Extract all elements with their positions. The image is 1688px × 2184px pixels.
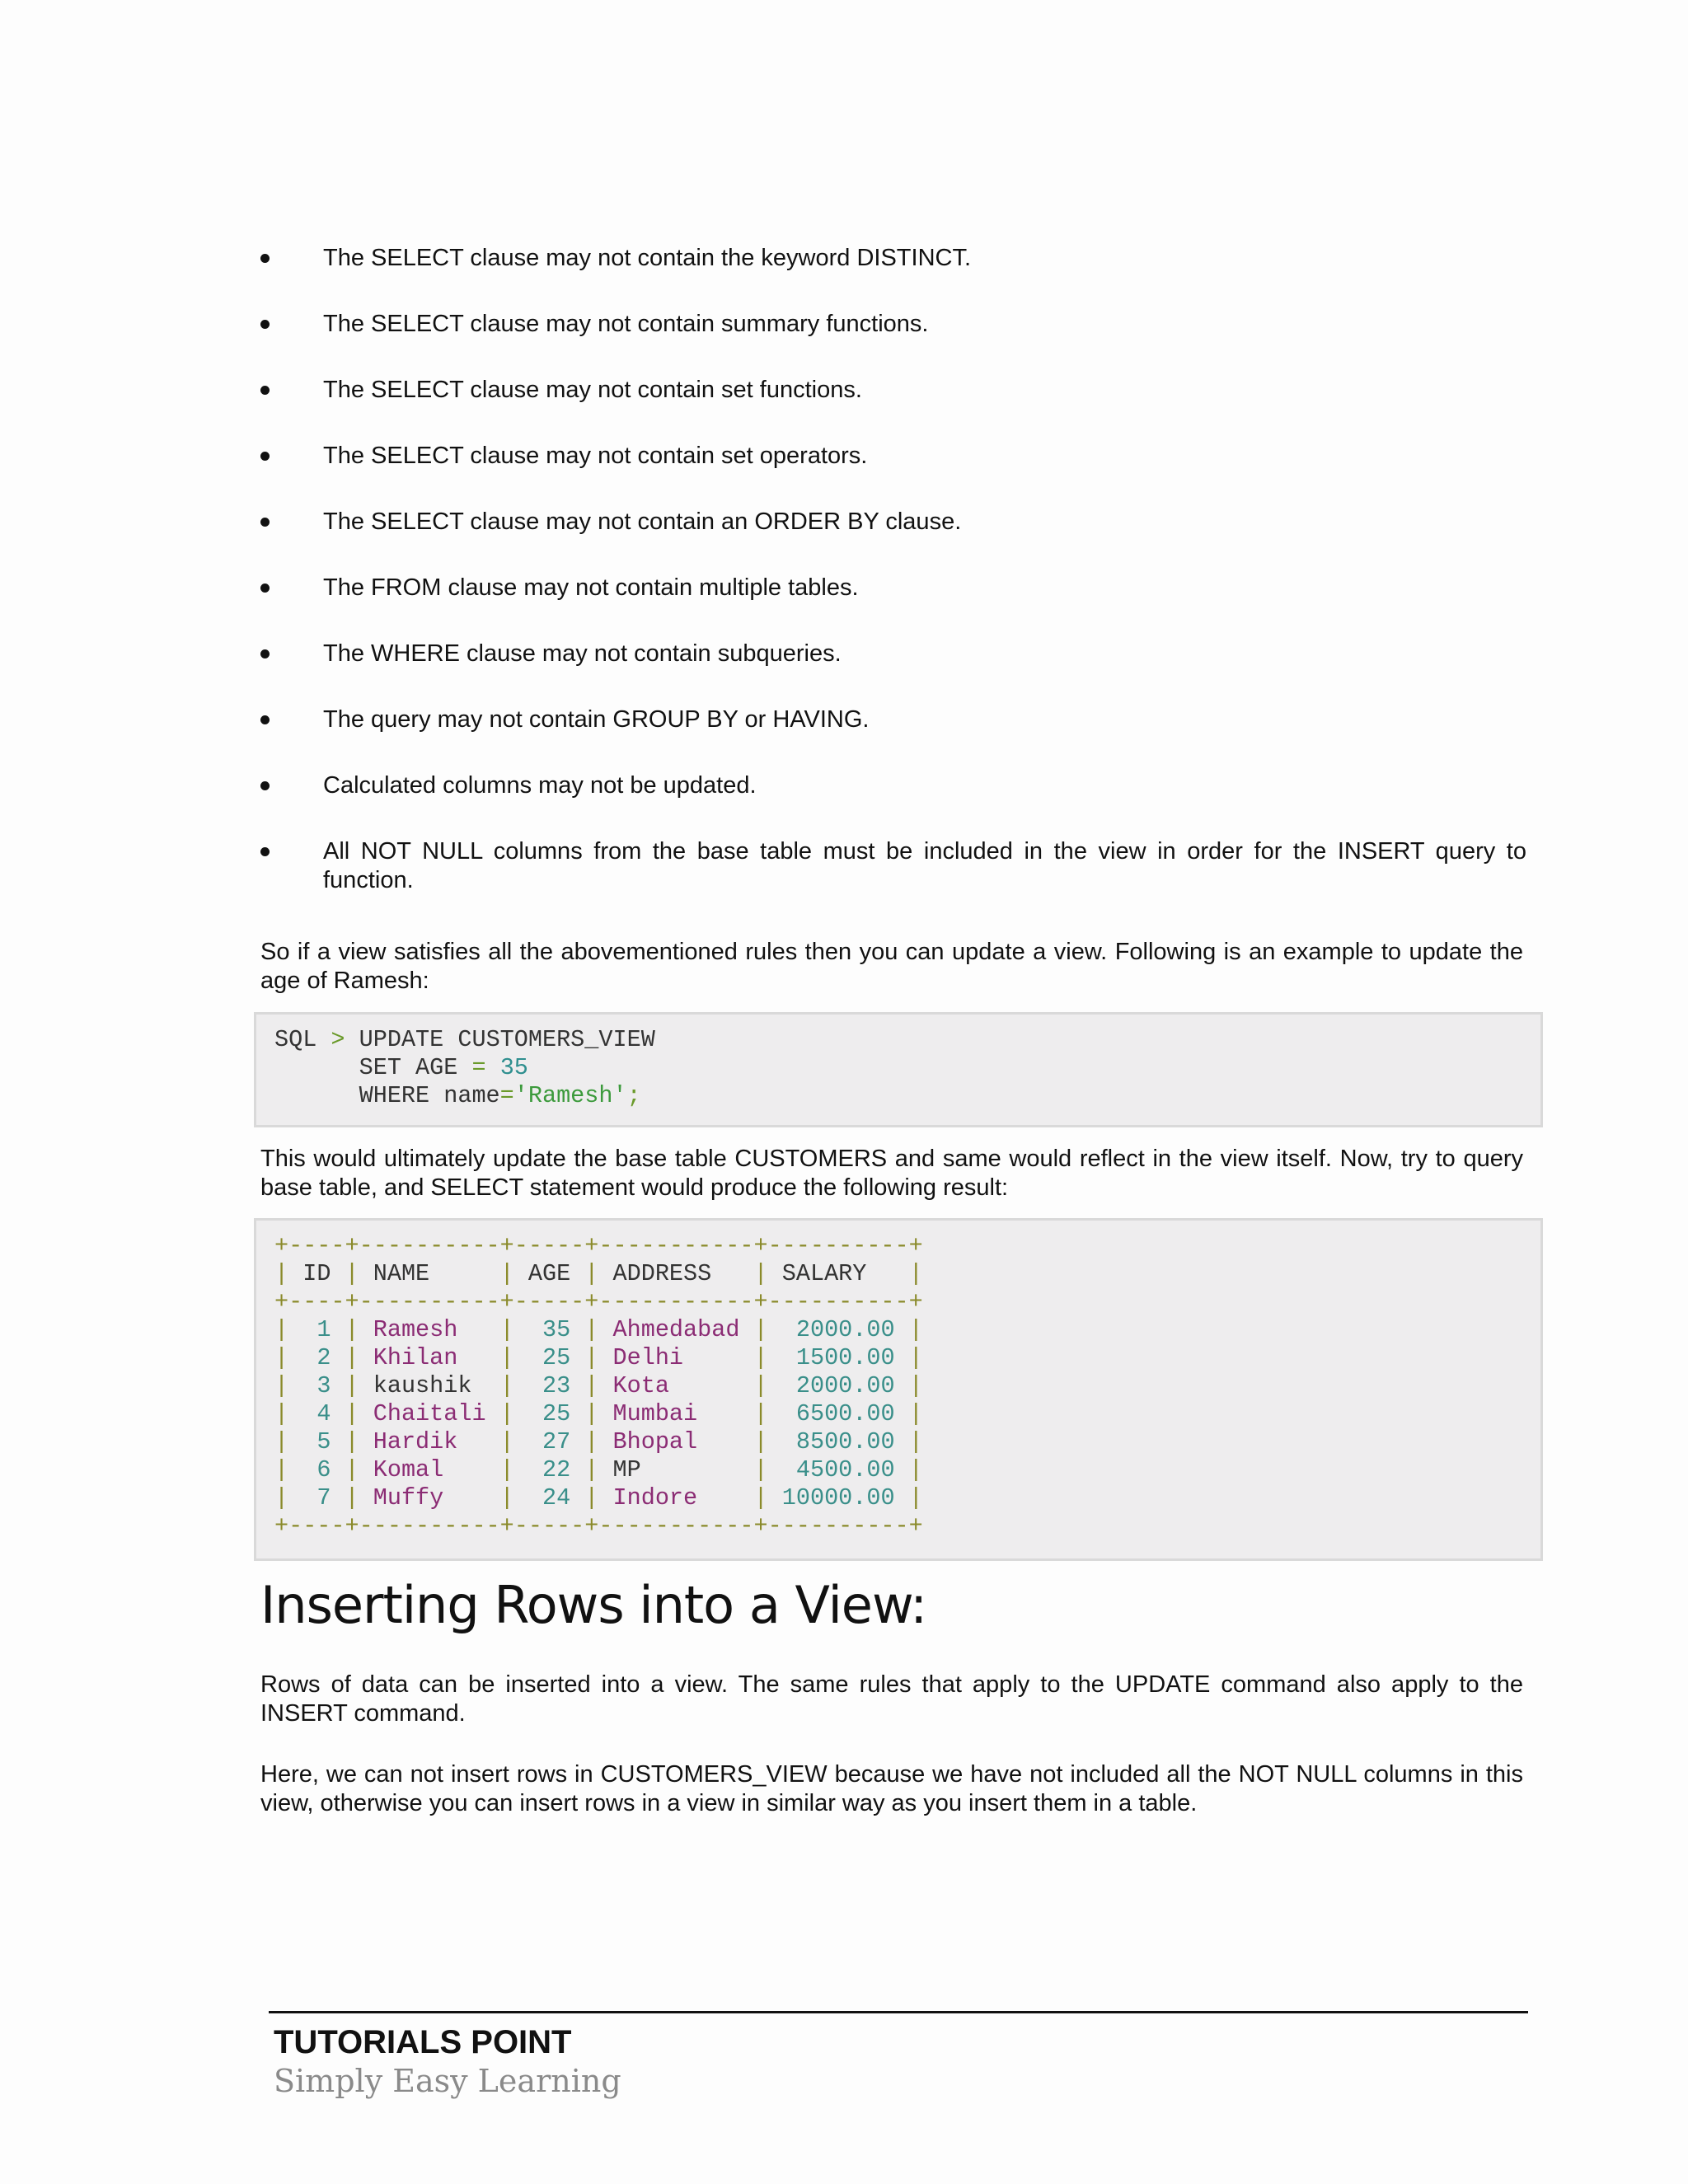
- column-separator: |: [908, 1372, 923, 1399]
- list-item: Calculated columns may not be updated.: [260, 771, 1526, 800]
- table-border: +----+----------+-----+-----------+----------+: [274, 1512, 923, 1540]
- table-cell: 2: [288, 1344, 345, 1371]
- table-cell: 24: [513, 1484, 585, 1511]
- footer-divider: [269, 2011, 1528, 2013]
- table-cell: kaushik: [359, 1372, 500, 1399]
- column-separator: |: [584, 1484, 599, 1511]
- table-row: [274, 1428, 1540, 1456]
- column-separator: |: [499, 1372, 514, 1399]
- table-cell: Kota: [598, 1372, 754, 1399]
- list-item: All NOT NULL columns from the base table must be included in the view in order for the INSERT query to function.: [260, 837, 1526, 895]
- table-cell: Delhi: [598, 1344, 754, 1371]
- bullet-dot-icon: [260, 781, 270, 790]
- column-separator: |: [908, 1344, 923, 1371]
- column-separator: |: [345, 1372, 359, 1399]
- column-separator: |: [753, 1344, 768, 1371]
- column-separator: |: [753, 1484, 768, 1511]
- table-cell: 1: [288, 1316, 345, 1343]
- list-item: The SELECT clause may not contain set operators.: [260, 442, 1526, 471]
- column-separator: |: [753, 1260, 768, 1287]
- footer-brand: TUTORIALS POINT: [274, 2024, 572, 2060]
- table-cell: 8500.00: [767, 1428, 909, 1455]
- column-separator: |: [908, 1400, 923, 1427]
- bullet-dot-icon: [260, 254, 270, 263]
- column-separator: |: [274, 1344, 289, 1371]
- column-separator: |: [908, 1260, 923, 1287]
- column-separator: |: [584, 1400, 599, 1427]
- column-separator: |: [345, 1260, 359, 1287]
- query-result-table-block: [254, 1218, 1543, 1561]
- table-cell: 4: [288, 1400, 345, 1427]
- list-item: The SELECT clause may not contain the keyword DISTINCT.: [260, 244, 1526, 273]
- column-separator: |: [908, 1456, 923, 1483]
- table-header-row: [274, 1260, 1540, 1288]
- bullet-dot-icon: [260, 386, 270, 395]
- table-row: [274, 1400, 1540, 1428]
- table-row: [274, 1344, 1540, 1372]
- column-separator: |: [584, 1428, 599, 1455]
- list-item: The FROM clause may not contain multiple tables.: [260, 574, 1526, 602]
- table-cell: Ahmedabad: [598, 1316, 754, 1343]
- table-cell: Chaitali: [359, 1400, 500, 1427]
- table-cell: Khilan: [359, 1344, 500, 1371]
- table-border-line: [274, 1512, 1540, 1540]
- bullet-dot-icon: [260, 649, 270, 658]
- bullet-dot-icon: [260, 452, 270, 461]
- table-cell: Ramesh: [359, 1316, 500, 1343]
- bullet-dot-icon: [260, 518, 270, 527]
- column-separator: |: [345, 1484, 359, 1511]
- table-row: [274, 1372, 1540, 1400]
- table-cell: Indore: [598, 1484, 754, 1511]
- column-separator: |: [345, 1400, 359, 1427]
- column-separator: |: [499, 1428, 514, 1455]
- column-separator: |: [584, 1456, 599, 1483]
- column-separator: |: [908, 1428, 923, 1455]
- table-cell: 35: [513, 1316, 585, 1343]
- list-item: The query may not contain GROUP BY or HAVING.: [260, 705, 1526, 734]
- column-separator: |: [584, 1344, 599, 1371]
- table-cell: NAME: [359, 1260, 500, 1287]
- column-separator: |: [584, 1372, 599, 1399]
- bullet-dot-icon: [260, 320, 270, 329]
- section-heading: Inserting Rows into a View:: [260, 1575, 927, 1635]
- column-separator: |: [753, 1456, 768, 1483]
- column-separator: |: [274, 1316, 289, 1343]
- table-cell: Bhopal: [598, 1428, 754, 1455]
- update-intro-paragraph: So if a view satisfies all the abovementioned rules then you can update a view. Following is an example to update the age of Ramesh:: [260, 939, 1523, 994]
- table-cell: 25: [513, 1400, 585, 1427]
- table-cell: 22: [513, 1456, 585, 1483]
- table-cell: 25: [513, 1344, 585, 1371]
- table-cell: 2000.00: [767, 1372, 909, 1399]
- column-separator: |: [345, 1456, 359, 1483]
- table-cell: 6: [288, 1456, 345, 1483]
- list-item: The SELECT clause may not contain set functions.: [260, 376, 1526, 405]
- table-cell: Mumbai: [598, 1400, 754, 1427]
- list-item: The WHERE clause may not contain subqueries.: [260, 640, 1526, 668]
- table-cell: 10000.00: [767, 1484, 909, 1511]
- column-separator: |: [499, 1456, 514, 1483]
- update-sql-code-block: SQL > UPDATE CUSTOMERS_VIEW SET AGE = 35 WHERE name='Ramesh';: [254, 1012, 1543, 1127]
- column-separator: |: [584, 1260, 599, 1287]
- column-separator: |: [499, 1316, 514, 1343]
- table-cell: 2000.00: [767, 1316, 909, 1343]
- footer-tagline: Simply Easy Learning: [274, 2063, 621, 2099]
- column-separator: |: [274, 1484, 289, 1511]
- table-cell: MP: [598, 1456, 754, 1483]
- column-separator: |: [753, 1428, 768, 1455]
- table-cell: SALARY: [767, 1260, 909, 1287]
- table-cell: Hardik: [359, 1428, 500, 1455]
- insert-rules-paragraph: Rows of data can be inserted into a view. The same rules that apply to the UPDATE command also apply to the INSERT command.: [260, 1671, 1523, 1727]
- table-cell: 7: [288, 1484, 345, 1511]
- column-separator: |: [274, 1260, 289, 1287]
- table-border-line: [274, 1232, 1540, 1260]
- column-separator: |: [274, 1372, 289, 1399]
- table-cell: 5: [288, 1428, 345, 1455]
- table-cell: 4500.00: [767, 1456, 909, 1483]
- table-cell: Muffy: [359, 1484, 500, 1511]
- column-separator: |: [584, 1316, 599, 1343]
- table-row: [274, 1484, 1540, 1512]
- table-cell: 6500.00: [767, 1400, 909, 1427]
- column-separator: |: [753, 1316, 768, 1343]
- bullet-dot-icon: [260, 583, 270, 593]
- table-cell: ADDRESS: [598, 1260, 754, 1287]
- column-separator: |: [908, 1316, 923, 1343]
- view-update-rules-list: [260, 244, 1526, 932]
- bullet-dot-icon: [260, 715, 270, 724]
- table-cell: ID: [288, 1260, 345, 1287]
- table-cell: Komal: [359, 1456, 500, 1483]
- table-cell: 1500.00: [767, 1344, 909, 1371]
- column-separator: |: [753, 1372, 768, 1399]
- column-separator: |: [499, 1260, 514, 1287]
- column-separator: |: [499, 1344, 514, 1371]
- table-cell: 3: [288, 1372, 345, 1399]
- table-cell: AGE: [513, 1260, 585, 1287]
- insert-limitation-paragraph: Here, we can not insert rows in CUSTOMERS_VIEW because we have not included all the NOT NULL columns in this view, otherwise you can insert rows in a view in similar way as you insert them in a table.: [260, 1761, 1523, 1816]
- column-separator: |: [345, 1316, 359, 1343]
- list-item: The SELECT clause may not contain summary functions.: [260, 310, 1526, 339]
- table-border-line: [274, 1288, 1540, 1316]
- column-separator: |: [499, 1400, 514, 1427]
- column-separator: |: [499, 1484, 514, 1511]
- table-border: +----+----------+-----+-----------+----------+: [274, 1288, 923, 1315]
- column-separator: |: [345, 1344, 359, 1371]
- table-cell: 27: [513, 1428, 585, 1455]
- column-separator: |: [908, 1484, 923, 1511]
- column-separator: |: [753, 1400, 768, 1427]
- table-cell: 23: [513, 1372, 585, 1399]
- table-row: [274, 1456, 1540, 1484]
- table-row: [274, 1316, 1540, 1344]
- result-intro-paragraph: This would ultimately update the base table CUSTOMERS and same would reflect in the view itself. Now, try to query base table, and SELECT statement would produce the following result:: [260, 1146, 1523, 1201]
- column-separator: |: [345, 1428, 359, 1455]
- column-separator: |: [274, 1428, 289, 1455]
- list-item: The SELECT clause may not contain an ORDER BY clause.: [260, 508, 1526, 537]
- bullet-dot-icon: [260, 847, 270, 856]
- column-separator: |: [274, 1456, 289, 1483]
- table-border: +----+----------+-----+-----------+----------+: [274, 1232, 923, 1259]
- column-separator: |: [274, 1400, 289, 1427]
